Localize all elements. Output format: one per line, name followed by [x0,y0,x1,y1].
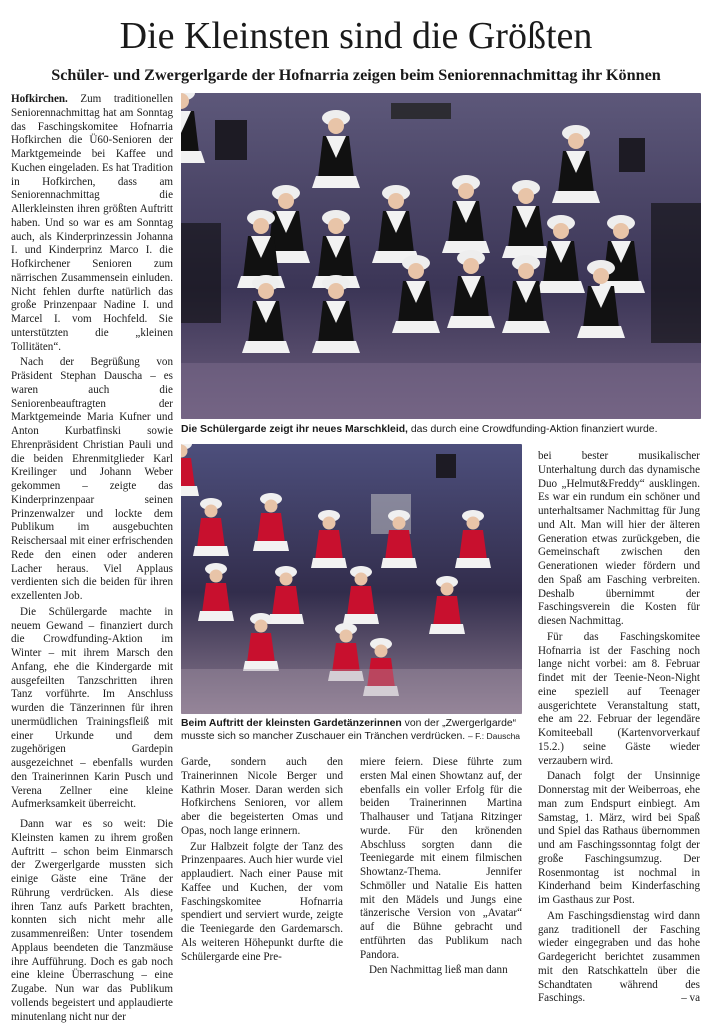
paragraph: Die Schülergarde machte in neuem Gewand – finanziert durch die Crowdfunding-Aktion im Winter – mit ihrem Marsch den Anfang, ehe die Kindergarde mit ausgefeilten Tanzschritten ihren Tanz vorführte. Im Anschluss wurden die Tänzerinnen für ihren unermüdlichen Trainingsfleiß mit einer Urkunde und dem zugehörigen Gardepin ausgezeichnet – ebenfalls wurden den Trainerinnen Karin Pusch und Verena Zellner eine kleine Aufmerksamkeit überreicht. [11,605,173,811]
author-signature: – va [681,992,700,1005]
paragraph: miere feiern. Diese führte zum ersten Mal einen Showtanz auf, der ebenfalls ein voller Erfolg für die beiden Trainerinnen Martina Thalhauser und Tatjana Ritzinger wurde. Für den krönenden Abschluss sorgten dann die Teeniegarde mit einem filmischen Showtanz-Thema. Jennifer Schmöller und Natalie Eis hatten mit den Mädels und Jungs eine tänzerische Version von „Avatar“ auf die Bühne gebracht und entführten das Publikum nach Pandora. [360,756,522,961]
photo-schuelergarde-caption: Die Schülergarde zeigt ihr neues Marschkleid, das durch eine Crowdfunding-Aktion finanziert wurde. [181,424,658,435]
paragraph: Hofkirchen. Zum traditionellen Seniorennachmittag hat am Sonntag das Faschingskomitee Hofnarria Hofkirchen die Ü60-Senioren der Marktgemeinde bei Kaffee und Kuchen eingeladen. Es hat Tradition in Hofkirchen, dass am Seniorennachmittag die Allerkleinsten ihren größten Auftritt haben. Und so war es am Sonntag auch, als Kinderprinzessin Johanna I. und Kinderprinz Marco I. die Hofkirchener Senioren zum närrischen Zusammensein einluden. Nicht fehlen durfte natürlich das große Prinzenpaar Nadine I. und Marcel I. vom Hochfeld. Sie unterstützten die „kleinen Tollitäten“. [11,93,173,353]
paragraph: Am Faschingsdienstag wird dann ganz traditionell der Fasching wieder eingegraben und das hohe Gardegericht berichtet zusammen mit den Ratschkatteln über die Schandtaten während des Faschings. – va [538,909,700,1005]
article-column-1 [11,93,173,1026]
subheadline: Schüler- und Zwergerlgarde der Hofnarria zeigen beim Seniorennachmittag ihr Können [51,66,661,84]
paragraph: Garde, sondern auch den Trainerinnen Nicole Berger und Kathrin Moser. Daran werden sich Hofkirchens Senioren, vor allem aber die begeisterten Omas und Opas, noch lange erinnern. [181,756,343,837]
paragraph: Dann war es so weit: Die Kleinsten kamen zu ihrem großen Auftritt – schon beim Einmarsch der Zwergerlgarde mussten sich einige Gäste eine Träne der Rührung verdrücken. Als diese ihren Tanz aufs Parkett brachten, konnten sich nicht mehr alle zusammenreißen: Unter tosendem Applaus beendeten die Tanzmäuse ihre Aufführung. Doch es gab noch eine kleine Überraschung – eine Zugabe. Nun war das Publikum vollends begeistert und applaudierte minutenlang nicht nur der [11,818,173,1023]
photo-credit: – F.: Dauscha [468,731,521,741]
paragraph: Zur Halbzeit folgte der Tanz des Prinzenpaares. Auch hier wurde viel applaudiert. Nach einer Pause mit Kaffee und Kuchen, der vom Faschingskomitee Hofnarria spendiert und serviert wurde, zeigte die Teeniegarde den Gardemarsch. Als weiteren Höhepunkt durfte die Schülergarde eine Pre- [181,840,343,963]
dateline: Hofkirchen. [11,93,68,105]
photo-zwergerlgarde-image [181,444,522,714]
paragraph: Den Nachmittag ließ man dann [369,964,508,977]
paragraph: bei bester musikalischer Unterhaltung durch das dynamische Duo „Helmut&Freddy“ ausklingen. Es war ein rundum ein schöner und unterhaltsamer Nachmittag für Jung und Alt. Man will hier der älteren Generation etwas zurückgeben, die Gemeinschaft zwischen den Generationen wieder fördern und den Spaß am Fasching verbreiten. Deshalb übernimmt der Faschingsverein die Kosten für diesen Nachmittag. [538,450,700,627]
photo-zwergerlgarde-caption: Beim Auftritt der kleinsten Gardetänzerinnen von der „Zwergerlgarde“ musste sich so mancher Zuschauer ein Tränchen verdrücken. – F.: Dauscha [181,718,521,742]
paragraph: Danach folgt der Unsinnige Donnerstag mit der Weiberroas, ehe man zum Endspurt einbiegt. Am Samstag, 1. März, wird bei Spaß und Spiel das Rathaus übernommen und am Faschingssonntag folgt der große Faschingsumzug. Der Rosenmontag ist nochmal in Kinderhand beim Kinderfasching im Gasthaus zur Post. [538,770,700,906]
photo-zwergerlgarde [181,444,522,714]
headline: Die Kleinsten sind die Größten [119,15,593,57]
photo-schuelergarde-image [181,93,701,419]
article-column-3 [360,756,522,980]
paragraph: Nach der Begrüßung von Präsident Stephan Dauscha – es waren auch die Seniorenbeauftragten der Marktgemeinde Maria Kufner und Anton Kurbatfinski sowie Ehrenpräsident Christian Pauli und die beiden Ehrenmitglieder Karl Kreilinger und Johann Weber gekommen – zeigte das Kinderprinzenpaar seinen Prinzenwalzer und lockte dem Publikum im ausgebuchten Reischersaal mit einer erfrischenden Rede den einen oder anderen Lacher heraus. Viel Applaus verdienten sich die beiden für ihren exzellenten Job. [11,356,173,602]
article-column-4 [538,450,700,1008]
article-column-2 [181,756,343,966]
paragraph: Für das Faschingskomitee Hofnarria ist der Fasching noch lange nicht vorbei: am 8. Februar findet mit der Teenie-Neon-Night eine speziell auf Teenager ausgerichtete Veranstaltung statt, ehe am 22. Februar der legendäre Komiteeball (Kartenvorverkauf 15.2.) seine Gäste wieder verzaubern wird. [538,630,700,767]
photo-schuelergarde [181,93,701,419]
